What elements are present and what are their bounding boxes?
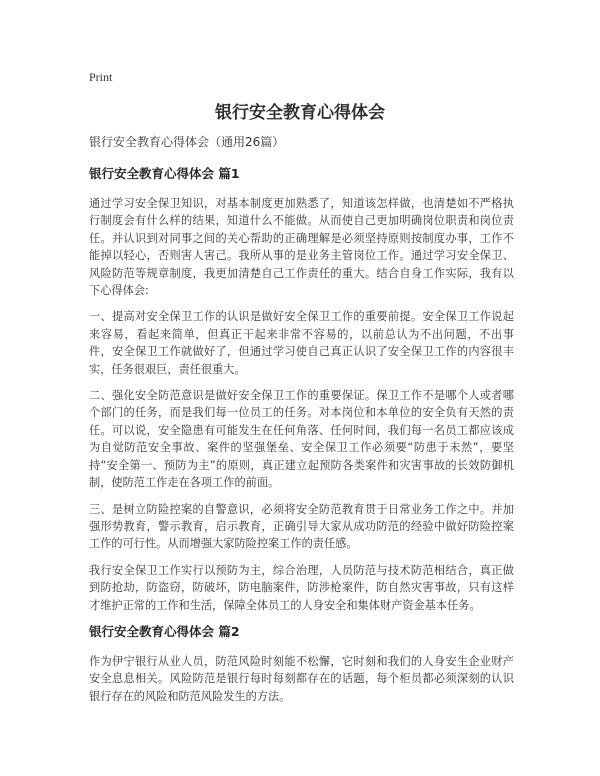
- document-subtitle: 银行安全教育心得体会（通用26篇）: [89, 135, 285, 149]
- paragraph: 一、提高对安全保卫工作的认识是做好安全保卫工作的重要前提。安全保卫工作说起来容易，看起来简单，但真正干起来非常不容易的，以前总认为不出问题，不出事件，安全保卫工作就做好了，但通过学习使自己真正认识了安全保卫工作的内容很丰实，任务很艰巨，责任很重大。: [89, 310, 514, 376]
- paragraph: 二、强化安全防范意识是做好安全保卫工作的重要保证。保卫工作不是哪个人或者哪个部门的任务，而是我们每一位员工的任务。对本岗位和本单位的安全负有天然的责任。可以说，安全隐患有可能发生在任何角落、任何时间，我们每一名员工都应该成为自觉防范安全事故、案件的坚强堡垒、安全保卫工作必须要“防患于未然”，要坚持“安全第一、预防为主”的原则，真正建立起预防各类案件和灾害事故的长效防御机制，使防范工作走在各项工作的前面。: [89, 389, 514, 490]
- section-heading: 银行安全教育心得体会 篇2: [89, 623, 240, 639]
- paragraph: 作为伊宁银行从业人员，防范风险时刻能不松懈，它时刻和我们的人身安生企业财产安全息息相关。风险防范是银行每时每刻都存在的话题，每个柜员都必须深刻的认识银行存在的风险和防范风险发生的方法。: [89, 654, 514, 703]
- paragraph: 三、是树立防险控案的自警意识，必须将安全防范教育贯于日常业务工作之中。并加强形势教育，警示教育，启示教育，正确引导大家从成功防范的经验中做好防险控案工作的可行性。从而增强大家防险控案工作的责任感。: [89, 502, 514, 551]
- document-body: [89, 134, 514, 714]
- section-heading: 银行安全教育心得体会 篇1: [89, 166, 240, 181]
- paragraph: 通过学习安全保卫知识，对基本制度更加熟悉了，知道该怎样做，也清楚如不严格执行制度会有什么样的结果，知道什么不能做。从而使自己更加明确岗位职责和岗位责任。并认识到对同事之间的关心帮助的正确理解是必须坚持原则按制度办事，工作不能掉以轻心，否则害人害己。我所从事的是业务主管岗位工作。通过学习安全保卫、风险防范等规章制度，我更加清楚自己工作责任的重大。结合自身工作实际，我有以下心得体会:: [89, 197, 514, 298]
- section-2: [89, 623, 514, 705]
- section-1: [89, 165, 514, 614]
- page-title: 银行安全教育心得体会: [215, 103, 385, 123]
- paragraph: 我行安全保卫工作实行以预防为主，综合治理，人员防范与技术防范相结合，真正做到防抢劫，防盗窃，防破坏，防电脑案件，防涉枪案件，防自然灾害事故，只有这样才维护正常的工作和生活，保障全体员工的人身安全和集体财产资金基本任务。: [89, 563, 514, 612]
- print-link[interactable]: Print: [89, 70, 113, 84]
